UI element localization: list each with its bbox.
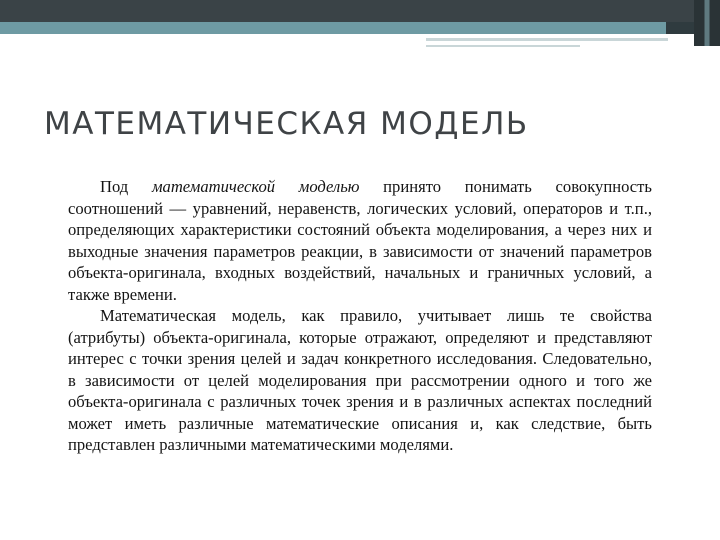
paragraph-definition [68, 176, 652, 305]
highlighted-term: математической моделью [151, 177, 360, 196]
paragraph-explanation: Математическая модель, как правило, учитывает лишь те свойства (атрибуты) объекта-оригинала, которые отражают, определяют и представляют интерес с точки зрения целей и задач конкретного исследования. Следовательно, в зависимости от целей моделирования при рассмотрении одного и того же объекта-оригинала с различных точек зрения и в различных аспектах последний может иметь различные математические описания и, как следствие, быть представлен различными математическими моделями. [68, 306, 652, 454]
header-bar-dark [0, 0, 720, 22]
slide-title: МАТЕМАТИЧЕСКАЯ МОДЕЛЬ [44, 106, 529, 142]
header-bar-teal [0, 22, 720, 34]
slide-body [68, 176, 652, 456]
paragraph-text: принято понимать совокупность соотношений — уравнений, неравенств, логических условий, операторов и т.п., определяющих характеристики состояний объекта моделирования, а через них и выходные значения параметров реакции, в зависимости от значений параметров объекта-оригинала, входных воздействий, начальных и граничных условий, а также времени. [68, 177, 652, 304]
decorative-line [426, 38, 668, 41]
decorative-line [426, 45, 580, 47]
corner-decoration [694, 0, 720, 46]
paragraph-intro: Под [100, 177, 152, 196]
